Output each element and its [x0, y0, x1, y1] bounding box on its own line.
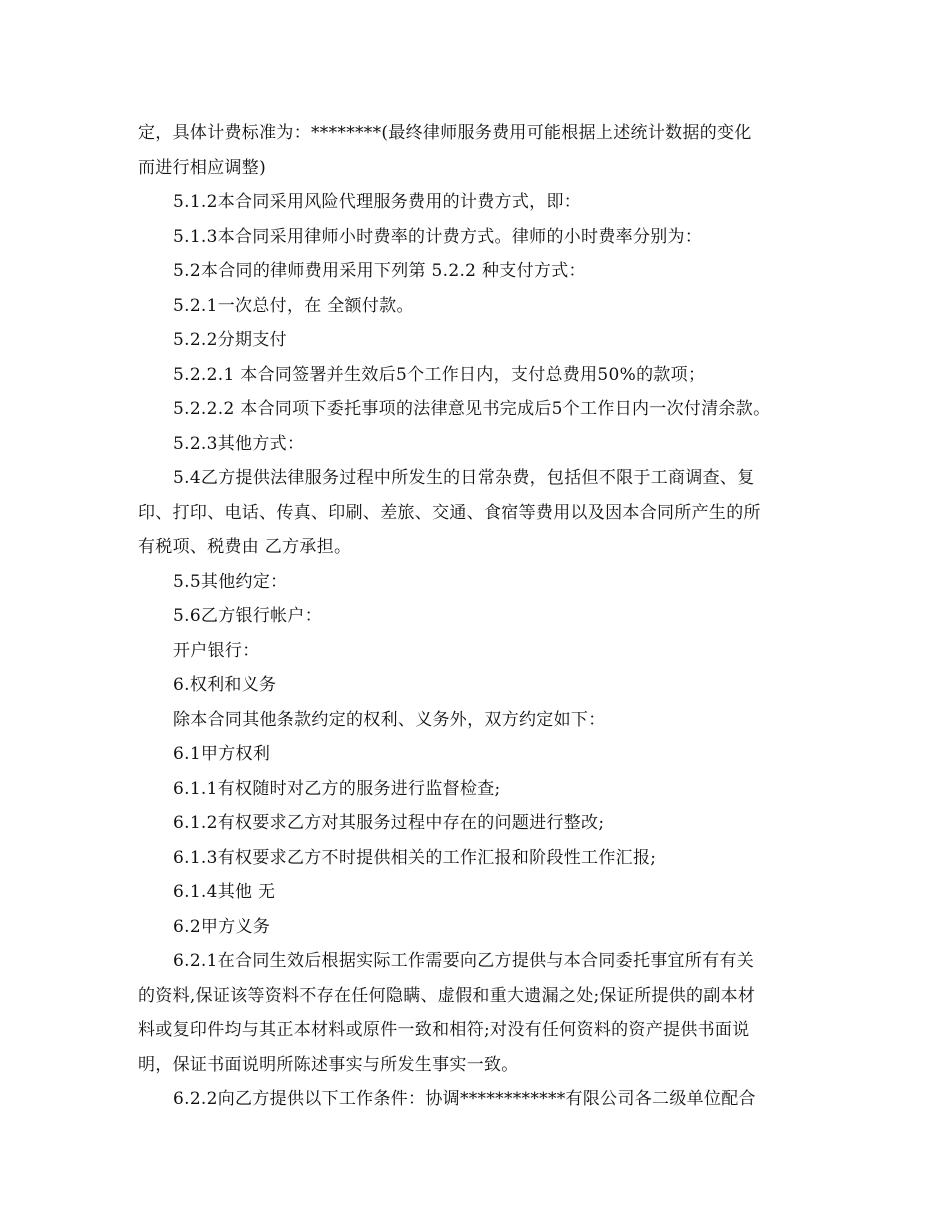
clause-5-2-3: 5.2.3其他方式： — [173, 433, 305, 454]
clause-5-2-1: 5.2.1一次总付，在 全额付款。 — [173, 295, 414, 316]
text-line: 有税项、税费由 乙方承担。 — [138, 537, 352, 557]
text-line: 定，具体计费标准为：********(最终律师服务费用可能根据上述统计数据的变化 — [138, 123, 752, 143]
clause-5-1-2: 5.1.2本合同采用风险代理服务费用的计费方式，即： — [173, 192, 582, 212]
clause-5-4: 5.4乙方提供法律服务过程中所发生的日常杂费，包括但不限于工商调查、复 — [173, 468, 755, 488]
text-line: 而进行相应调整) — [138, 157, 267, 178]
clause-6-2-2: 6.2.2向乙方提供以下工作条件：协调************有限公司各二级单位配合 — [173, 1089, 756, 1109]
document-body — [138, 116, 814, 1117]
text-line: 印、打印、电话、传真、印刷、差旅、交通、食宿等费用以及因本合同所产生的所 — [138, 502, 761, 523]
clause-5-5: 5.5其他约定： — [173, 571, 288, 592]
section-intro: 除本合同其他条款约定的权利、义务外，双方约定如下： — [173, 709, 606, 730]
text-line: 料或复印件均与其正本材料或原件一致和相符;对没有任何资料的资产提供书面说 — [138, 1020, 750, 1040]
clause-6-1: 6.1甲方权利 — [173, 744, 271, 764]
clause-6-1-3: 6.1.3有权要求乙方不时提供相关的工作汇报和阶段性工作汇报; — [173, 847, 657, 868]
clause-5-2-2-1: 5.2.2.1 本合同签署并生效后5个工作日内，支付总费用50%的款项； — [173, 364, 706, 385]
clause-5-6: 5.6乙方银行帐户： — [173, 606, 323, 626]
clause-6-1-2: 6.1.2有权要求乙方对其服务过程中存在的问题进行整改; — [173, 813, 605, 833]
text-line: 明，保证书面说明所陈述事实与所发生事实一致。 — [138, 1054, 519, 1075]
bank-label: 开户银行： — [173, 640, 260, 661]
clause-5-2-2-2: 5.2.2.2 本合同项下委托事项的法律意见书完成后5个工作日内一次付清余款。 — [173, 399, 771, 419]
clause-6-2-1: 6.2.1在合同生效后根据实际工作需要向乙方提供与本合同委托事宜所有有关 — [173, 951, 755, 971]
clause-6-1-1: 6.1.1有权随时对乙方的服务进行监督检查; — [173, 778, 501, 799]
clause-6-2: 6.2甲方义务 — [173, 916, 271, 937]
text-line: 的资料,保证该等资料不存在任何隐瞒、虚假和重大遗漏之处;保证所提供的副本材 — [138, 985, 756, 1006]
section-heading-6: 6.权利和义务 — [173, 675, 277, 695]
clause-6-1-4: 6.1.4其他 无 — [173, 882, 276, 902]
clause-5-2-2: 5.2.2分期支付 — [173, 330, 287, 350]
clause-5-1-3: 5.1.3本合同采用律师小时费率的计费方式。律师的小时费率分别为： — [173, 226, 703, 247]
clause-5-2: 5.2本合同的律师费用采用下列第 5.2.2 种支付方式： — [173, 261, 586, 281]
